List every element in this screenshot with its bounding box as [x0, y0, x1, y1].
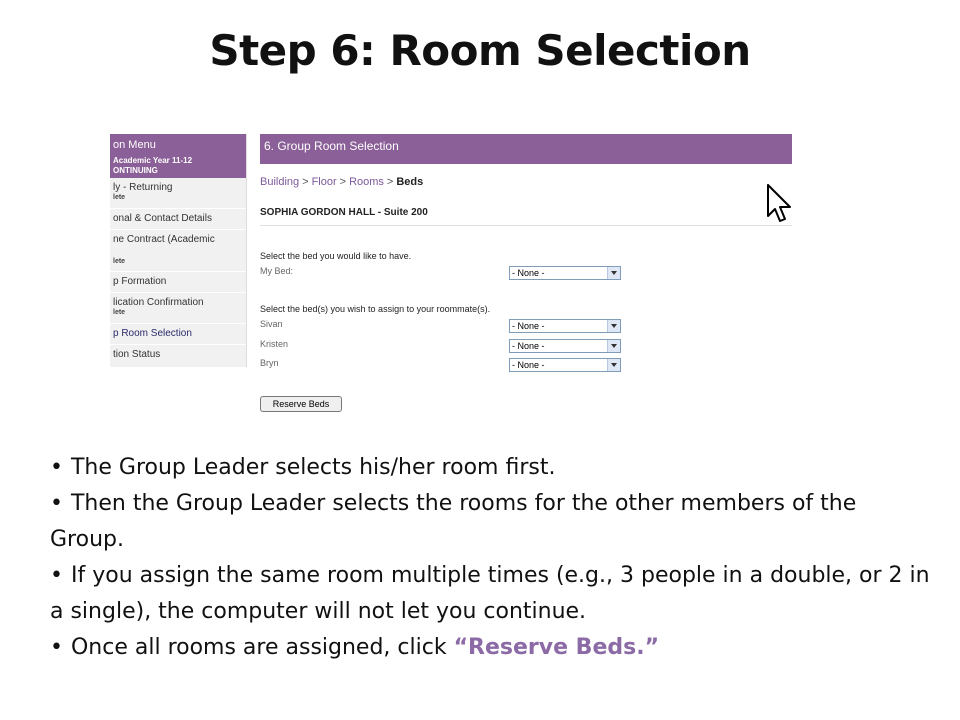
sidebar-item-application-returning[interactable]: [110, 178, 246, 209]
roommate-select-sivan[interactable]: [509, 319, 621, 333]
bullet-text: Once all rooms are assigned, click: [70, 635, 454, 660]
sidebar-item-application-confirmation[interactable]: [110, 293, 246, 324]
sidebar-item-label: tion Status: [113, 349, 161, 360]
breadcrumb-floor[interactable]: Floor: [311, 176, 337, 188]
breadcrumb-rooms[interactable]: Rooms: [349, 176, 384, 188]
bullet-marker: •: [50, 491, 63, 516]
sidebar-item-group-room-selection[interactable]: [110, 324, 246, 345]
select-value: - None -: [512, 268, 545, 278]
sidebar-item-label: p Formation: [113, 276, 167, 287]
sidebar-item-label: ly - Returning: [113, 182, 173, 193]
reserve-beds-button[interactable]: Reserve Beds: [260, 396, 342, 412]
bullet-list: [50, 450, 930, 666]
bullet-item: [50, 486, 930, 558]
breadcrumb-separator: >: [339, 176, 347, 188]
select-value: - None -: [512, 321, 545, 331]
my-bed-select[interactable]: [509, 266, 621, 280]
breadcrumb-current: Beds: [396, 176, 424, 188]
breadcrumb-building[interactable]: Building: [260, 176, 300, 188]
bullet-text: Then the Group Leader selects the rooms for the other members of the Group.: [50, 491, 857, 552]
sidebar-header: [110, 134, 246, 178]
sidebar-item-contract[interactable]: [110, 230, 246, 272]
screenshot-region: [110, 132, 800, 422]
roommates-instruction: Select the bed(s) you wish to assign to your roommate(s).: [260, 304, 491, 314]
bullet-text: The Group Leader selects his/her room first.: [70, 455, 556, 480]
roommate-label-sivan: Sivan: [260, 319, 283, 329]
sidebar-item-status: lete: [113, 309, 126, 316]
chevron-down-icon[interactable]: [607, 340, 620, 352]
divider: [260, 225, 792, 226]
breadcrumb: [260, 176, 423, 188]
sidebar-item-application-status[interactable]: [110, 345, 246, 367]
sidebar-item-label: lication Confirmation: [113, 297, 204, 308]
sidebar-header-subtitle: Academic Year 11-12 ONTINUING: [113, 156, 193, 175]
bullet-marker: •: [50, 563, 63, 588]
roommate-label-bryn: Bryn: [260, 358, 279, 368]
breadcrumb-separator: >: [386, 176, 394, 188]
roommate-label-kristen: Kristen: [260, 339, 289, 349]
slide-title: Step 6: Room Selection: [209, 26, 751, 75]
panel-title: 6. Group Room Selection: [260, 134, 792, 164]
my-bed-label: My Bed:: [260, 266, 294, 276]
sidebar-item-group-formation[interactable]: [110, 272, 246, 293]
bullet-marker: •: [50, 455, 63, 480]
sidebar-item-status: lete: [113, 194, 126, 201]
mouse-cursor-icon: [767, 184, 793, 224]
sidebar-item-status: lete: [113, 258, 126, 265]
bullet-item: [50, 450, 930, 486]
sidebar-item-contact-details[interactable]: [110, 209, 246, 230]
sidebar-item-label: onal & Contact Details: [113, 213, 212, 224]
sidebar-menu: [110, 134, 247, 367]
reserve-beds-highlight: “Reserve Beds.”: [453, 635, 660, 660]
sidebar-header-title: on Menu: [113, 139, 156, 151]
bullet-item: [50, 558, 930, 630]
bullet-marker: •: [50, 635, 63, 660]
bullet-item: [50, 630, 930, 666]
room-selection-panel: [260, 132, 792, 422]
bullet-text: If you assign the same room multiple times (e.g., 3 people in a double, or 2 in a single), the computer will not let you continue.: [50, 563, 930, 624]
roommate-select-bryn[interactable]: [509, 358, 621, 372]
chevron-down-icon[interactable]: [607, 320, 620, 332]
breadcrumb-separator: >: [302, 176, 309, 188]
sidebar-item-label: ne Contract (Academic: [113, 234, 215, 245]
roommate-select-kristen[interactable]: [509, 339, 621, 353]
select-value: - None -: [512, 360, 545, 370]
chevron-down-icon[interactable]: [607, 267, 620, 279]
my-bed-instruction: Select the bed you would like to have.: [260, 251, 412, 261]
hall-suite-heading: SOPHIA GORDON HALL - Suite 200: [260, 207, 428, 218]
chevron-down-icon[interactable]: [607, 359, 620, 371]
select-value: - None -: [512, 341, 545, 351]
sidebar-item-label: p Room Selection: [113, 328, 192, 339]
